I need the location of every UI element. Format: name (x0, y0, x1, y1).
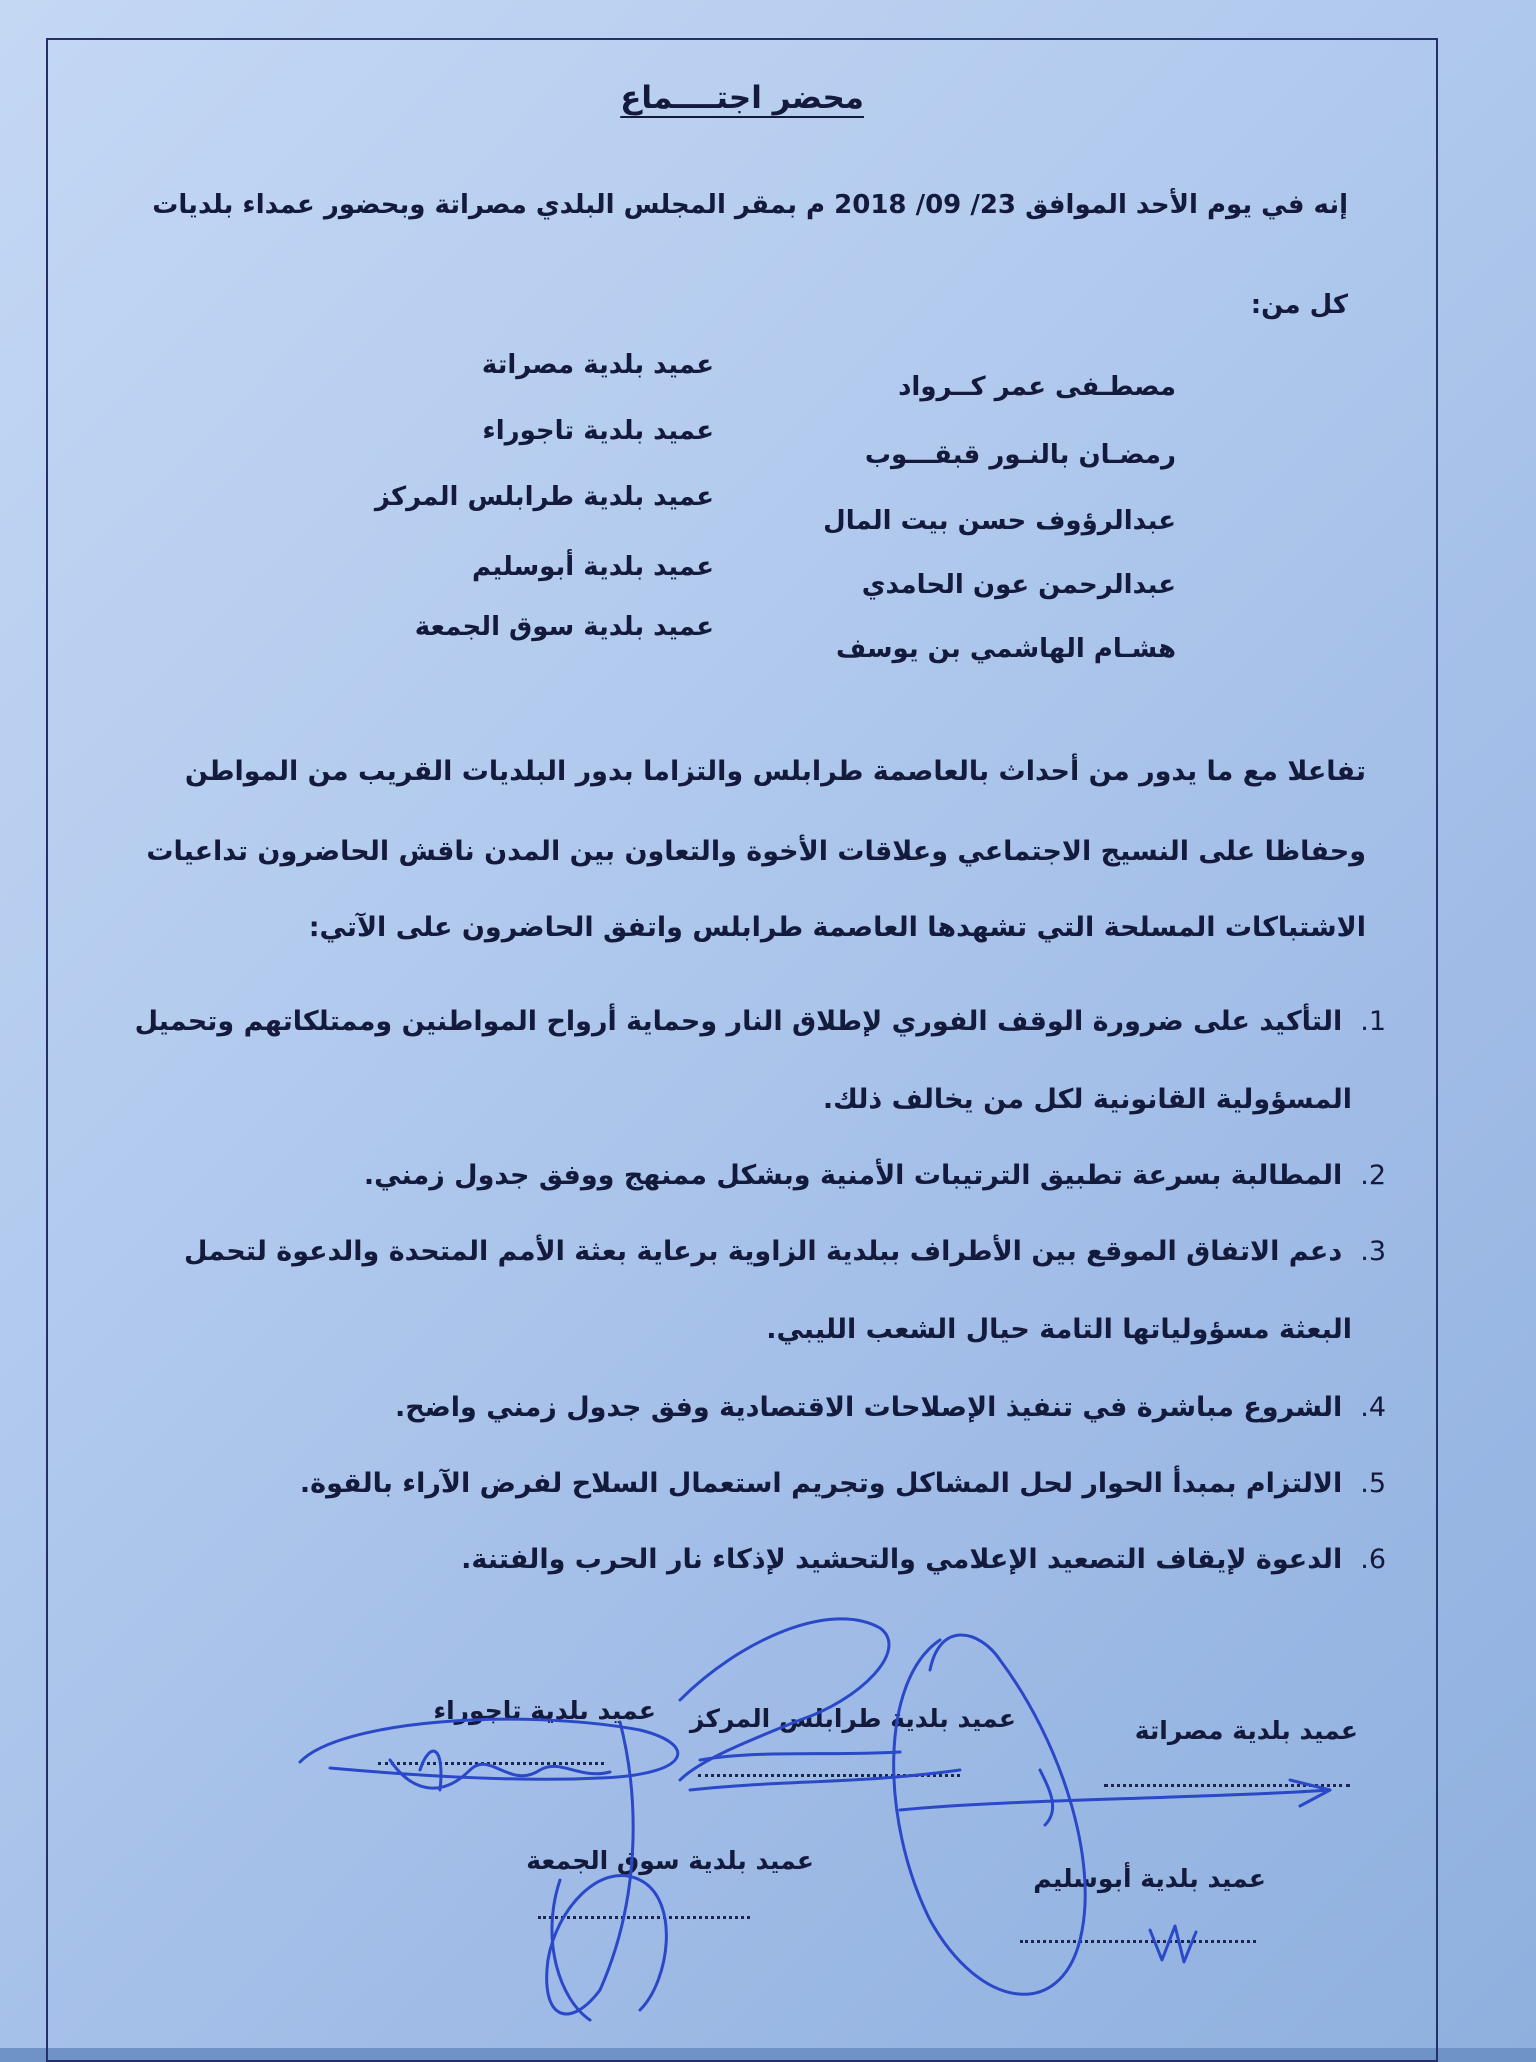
paragraph-line: الاشتباكات المسلحة التي تشهدها العاصمة طرابلس واتفق الحاضرون على الآتي: (308, 912, 1366, 943)
intro-line: إنه في يوم الأحد الموافق 23/ 09/ 2018 م بمقر المجلس البلدي مصراتة وبحضور عمداء بلديات (152, 190, 1348, 220)
agreement-item-4 (395, 1392, 1386, 1423)
signature-line-tripoli-center (698, 1774, 960, 1777)
item-text: دعم الاتفاق الموقع بين الأطراف ببلدية الزاوية برعاية بعثة الأمم المتحدة والدعوة لتحمل (184, 1236, 1343, 1267)
item-number: 3. (1360, 1236, 1386, 1267)
signature-label-souq-juma: عميد بلدية سوق الجمعة (526, 1846, 814, 1875)
item-number: 1. (1360, 1006, 1386, 1037)
item-text: الشروع مباشرة في تنفيذ الإصلاحات الاقتصادية وفق جدول زمني واضح. (395, 1392, 1343, 1423)
item-continuation: المسؤولية القانونية لكل من يخالف ذلك. (822, 1084, 1352, 1115)
attendee-name: عبدالرحمن عون الحامدي (861, 570, 1176, 600)
signature-line-tajoura (378, 1762, 604, 1765)
signature-label-tajoura: عميد بلدية تاجوراء (433, 1696, 656, 1725)
item-number: 6. (1360, 1544, 1386, 1575)
agreement-item-1 (135, 1006, 1386, 1037)
signature-line-souq-juma (538, 1916, 750, 1919)
attendees-intro: كل من: (1250, 290, 1348, 320)
item-continuation: البعثة مسؤولياتها التامة حيال الشعب الليبي. (766, 1314, 1352, 1345)
attendee-title: عميد بلدية تاجوراء (482, 416, 714, 446)
document-title: محضر اجتــــماع (620, 80, 864, 116)
paragraph-line: تفاعلا مع ما يدور من أحداث بالعاصمة طرابلس والتزاما بدور البلديات القريب من المواطن (184, 756, 1366, 787)
signature-label-abusleem: عميد بلدية أبوسليم (1033, 1864, 1266, 1893)
item-text: الالتزام بمبدأ الحوار لحل المشاكل وتجريم استعمال السلاح لفرض الآراء بالقوة. (299, 1468, 1343, 1499)
agreement-item-3 (184, 1236, 1386, 1267)
signature-line-abusleem (1020, 1940, 1256, 1943)
attendee-title: عميد بلدية طرابلس المركز (374, 482, 714, 512)
attendee-name: هشـام الهاشمي بن يوسف (835, 634, 1176, 664)
signature-line-misrata (1104, 1784, 1350, 1787)
paragraph-line: وحفاظا على النسيج الاجتماعي وعلاقات الأخوة والتعاون بين المدن ناقش الحاضرون تداعيات (146, 836, 1366, 867)
signature-label-misrata: عميد بلدية مصراتة (1134, 1716, 1358, 1745)
attendee-name: مصطـفى عمر كــرواد (898, 372, 1176, 402)
agreement-item-6 (461, 1544, 1386, 1575)
item-number: 4. (1360, 1392, 1386, 1423)
item-number: 2. (1360, 1160, 1386, 1191)
attendee-name: رمضـان بالنـور قبقـــوب (864, 440, 1176, 470)
item-text: المطالبة بسرعة تطبيق الترتيبات الأمنية وبشكل ممنهج ووفق جدول زمني. (363, 1160, 1343, 1191)
attendee-title: عميد بلدية مصراتة (481, 350, 714, 380)
agreement-item-5 (300, 1468, 1386, 1499)
attendee-name: عبدالرؤوف حسن بيت المال (823, 506, 1176, 536)
item-text: التأكيد على ضرورة الوقف الفوري لإطلاق النار وحماية أرواح المواطنين وممتلكاتهم وتحميل (134, 1006, 1343, 1037)
signature-label-tripoli-center: عميد بلدية طرابلس المركز (689, 1704, 1016, 1733)
attendee-title: عميد بلدية سوق الجمعة (414, 612, 714, 642)
item-number: 5. (1360, 1468, 1386, 1499)
item-text: الدعوة لإيقاف التصعيد الإعلامي والتحشيد لإذكاء نار الحرب والفتنة. (461, 1544, 1343, 1575)
attendee-title: عميد بلدية أبوسليم (471, 552, 714, 582)
agreement-item-2 (364, 1160, 1386, 1191)
